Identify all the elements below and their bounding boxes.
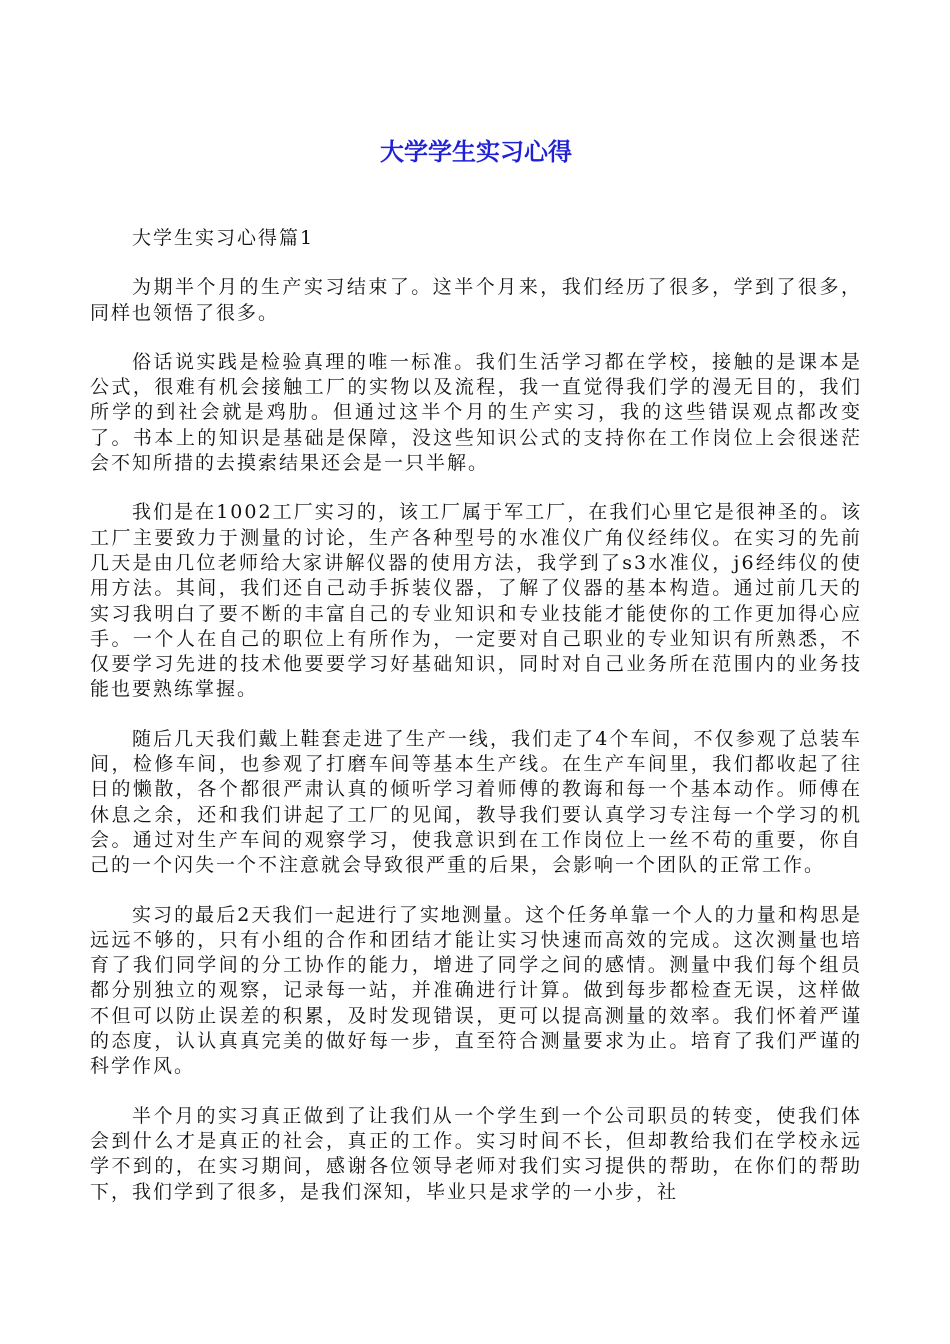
paragraph: 半个月的实习真正做到了让我们从一个学生到一个公司职员的转变，使我们体会到什么才是真正的社会，真正的工作。实习时间不长，但却教给我们在学校永远学不到的，在实习期间，感谢各位领导老师对我们实习提供的帮助，在你们的帮助下，我们学到了很多，是我们深知，毕业只是求学的一小步，社 [90,1104,862,1203]
document-page [90,0,862,1344]
paragraph: 俗话说实践是检验真理的唯一标准。我们生活学习都在学校，接触的是课本是公式，很难有机会接触工厂的实物以及流程，我一直觉得我们学的漫无目的，我们所学的到社会就是鸡肋。但通过这半个月的生产实习，我的这些错误观点都改变了。书本上的知识是基础是保障，没这些知识公式的支持你在工作岗位上会很迷茫会不知所措的去摸索结果还会是一只半解。 [90,350,862,475]
paragraph: 实习的最后2天我们一起进行了实地测量。这个任务单靠一个人的力量和构思是远远不够的，只有小组的合作和团结才能让实习快速而高效的完成。这次测量也培育了我们同学间的分工协作的能力，增进了同学之间的感情。测量中我们每个组员都分别独立的观察，记录每一站，并准确进行计算。做到每步都检查无误，这样做不但可以防止误差的积累，及时发现错误，更可以提高测量的效率。我们怀着严谨的态度，认认真真完美的做好每一步，直至符合测量要求为止。培育了我们严谨的科学作风。 [90,903,862,1078]
paragraph: 为期半个月的生产实习结束了。这半个月来，我们经历了很多，学到了很多，同样也领悟了很多。 [90,276,862,324]
section-heading: 大学生实习心得篇1 [132,227,315,249]
paragraph: 我们是在1002工厂实习的，该工厂属于军工厂，在我们心里它是很神圣的。该工厂主要致力于测量的讨论，生产各种型号的水准仪广角仪经纬仪。在实习的先前几天是由几位老师给大家讲解仪器的使用方法，我学到了s3水准仪，j6经纬仪的使用方法。其间，我们还自己动手拆装仪器，了解了仪器的基本构造。通过前几天的实习我明白了要不断的丰富自己的专业知识和专业技能才能使你的工作更加得心应手。一个人在自己的职位上有所作为，一定要对自己职业的专业知识有所熟悉，不仅要学习先进的技术他要要学习好基础知识，同时对自己业务所在范围内的业务技能也要熟练掌握。 [90,501,862,701]
document-body [90,226,862,1229]
document-title: 大学学生实习心得 [380,138,572,166]
paragraph: 随后几天我们戴上鞋套走进了生产一线，我们走了4个车间，不仅参观了总装车间，检修车间，也参观了打磨车间等基本生产线。在生产车间里，我们都收起了往日的懒散，各个都很严肃认真的倾听学习着师傅的教诲和每一个基本动作。师傅在休息之余，还和我们讲起了工厂的见闻，教导我们要认真学习专注每一个学习的机会。通过对生产车间的观察学习，使我意识到在工作岗位上一丝不苟的重要，你自己的一个闪失一个不注意就会导致很严重的后果，会影响一个团队的正常工作。 [90,727,862,877]
